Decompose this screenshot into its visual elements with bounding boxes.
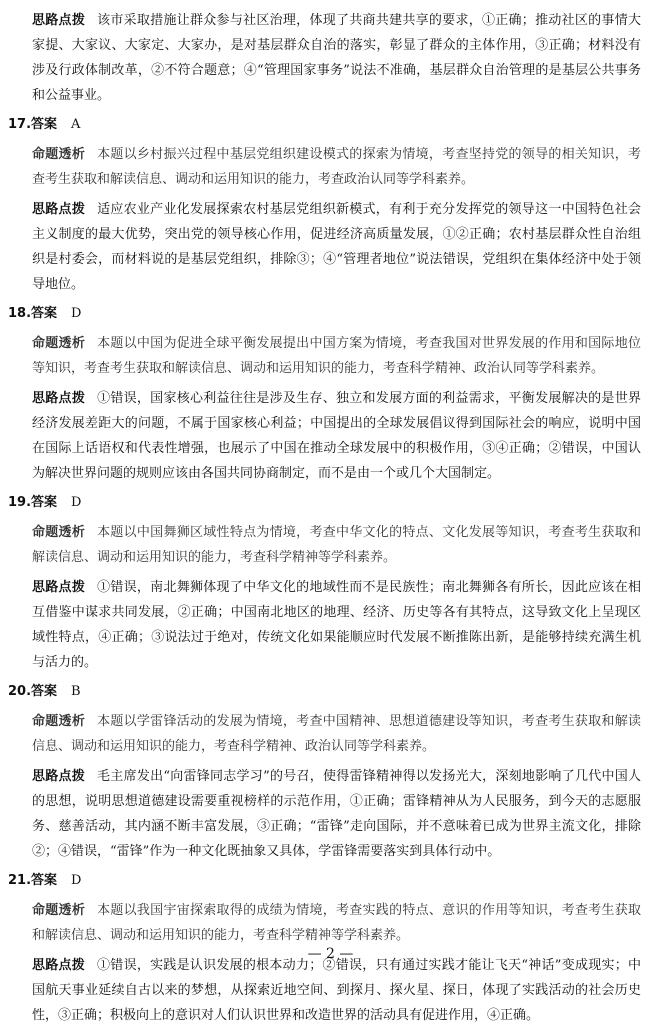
intent-text: 本题以我国宇宙探索取得的成绩为情境，考查实践的特点、意识的作用等知识，考查考生获取和解读信息、调动和运用知识的能力，考查科学精神等学科素养。 [32, 903, 641, 943]
analysis-text: ①错误，实践是认识发展的根本动力；②错误，只有通过实践才能让飞天“神话”变成现实；中国航天事业延续自古以来的梦想，从探索近地空间、到探月、探火星、探日，体现了实践活动的社会历史性，③正确；积极向上的意识对人们认识世界和改造世界的活动具有促进作用，④正确。 [32, 958, 641, 1023]
answer-label: 答案 [31, 117, 58, 132]
q16-analysis [32, 8, 641, 108]
analysis-label: 思路点拨 [32, 958, 86, 973]
analysis-text: 毛主席发出“向雷锋同志学习”的号召，使得雷锋精神得以发扬光大，深刻地影响了几代中国人的思想，说明思想道德建设需要重视榜样的示范作用，①正确；雷锋精神从为人民服务，到今天的志愿服务、慈善活动，其内涵不断丰富发展，③正确；“雷锋”走向国际，并不意味着已成为世界主流文化，排除②；④错误，“雷锋”作为一种文化既抽象又具体，学雷锋需要落实到具体行动中。 [32, 769, 641, 859]
answer-label: 答案 [31, 873, 58, 888]
answer-option: A [71, 117, 81, 132]
intent-label: 命题透析 [32, 714, 86, 729]
q20-analysis-block [32, 764, 641, 864]
q19-analysis [32, 575, 641, 675]
q21-intent [32, 898, 641, 948]
q18-analysis-block [32, 386, 641, 486]
answer-label: 答案 [31, 684, 58, 699]
question-number: 17. [8, 117, 32, 132]
question-number: 19. [8, 495, 32, 510]
q20-answer-line [8, 680, 641, 704]
q20-intent [32, 709, 641, 759]
intent-text: 本题以学雷锋活动的发展为情境，考查中国精神、思想道德建设等知识，考查考生获取和解读信息、调动和运用知识的能力，考查科学精神、政治认同等学科素养。 [32, 714, 641, 754]
q20-intent-block [32, 709, 641, 759]
analysis-text: ①错误，国家核心利益往往是涉及生存、独立和发展方面的利益需求，平衡发展解决的是世界经济发展差距大的问题，不属于国家核心利益；中国提出的全球发展倡议得到国际社会的响应，说明中国在国际上话语权和代表性增强，也展示了中国在推动全球发展中的积极作用，③④正确；②错误，中国认为解决世界问题的规则应该由各国共同协商制定，而不是由一个或几个大国制定。 [32, 391, 641, 481]
answer-label: 答案 [31, 306, 58, 321]
analysis-label: 思路点拨 [32, 580, 86, 595]
analysis-text: ①错误，南北舞狮体现了中华文化的地域性而不是民族性；南北舞狮各有所长，因此应该在相互借鉴中谋求共同发展，②正确；中国南北地区的地理、经济、历史等各有其特点，这导致文化上呈现区域性特点，④正确；③说法过于绝对，传统文化如果能顺应时代发展不断推陈出新，是能够持续充满生机与活力的。 [32, 580, 641, 670]
intent-label: 命题透析 [32, 903, 86, 918]
q18-analysis [32, 386, 641, 486]
answer-option: D [71, 495, 82, 510]
intent-text: 本题以中国为促进全球平衡发展提出中国方案为情境，考查我国对世界发展的作用和国际地位等知识，考查考生获取和解读信息、调动和运用知识的能力，考查科学精神、政治认同等学科素养。 [32, 336, 641, 376]
answer-option: D [71, 306, 82, 321]
page-number: — 2 — [307, 946, 354, 962]
q18-answer-line [8, 302, 641, 326]
q19-analysis-block [32, 575, 641, 675]
question-number: 21. [8, 873, 32, 888]
q21-answer-line [8, 869, 641, 893]
intent-label: 命题透析 [32, 336, 86, 351]
q17-answer-line [8, 113, 641, 137]
intent-label: 命题透析 [32, 525, 86, 540]
analysis-text: 适应农业产业化发展探索农村基层党组织新模式，有利于充分发挥党的领导这一中国特色社会主义制度的最大优势，突出党的领导核心作用，促进经济高质量发展，①②正确；农村基层群众性自治组织是村委会，而材料说的是基层党组织，排除③；④“管理者地位”说法错误，党组织在集体经济中处于领导地位。 [32, 202, 641, 292]
question-number: 18. [8, 306, 32, 321]
analysis-label: 思路点拨 [32, 769, 86, 784]
answer-option: B [71, 684, 81, 699]
q18-intent-block [32, 331, 641, 381]
intent-text: 本题以乡村振兴过程中基层党组织建设模式的探索为情境，考查坚持党的领导的相关知识，考查考生获取和解读信息、调动和运用知识的能力，考查政治认同等学科素养。 [32, 147, 641, 187]
analysis-label: 思路点拨 [32, 391, 86, 406]
answer-option: D [71, 873, 82, 888]
q21-intent-block [32, 898, 641, 948]
q17-analysis-block [32, 197, 641, 297]
answer-label: 答案 [31, 495, 58, 510]
intent-label: 命题透析 [32, 147, 86, 162]
q20-analysis [32, 764, 641, 864]
q21-analysis-block [32, 953, 641, 1028]
analysis-label: 思路点拨 [32, 13, 86, 28]
q16-analysis-block [32, 8, 641, 108]
q21-analysis [32, 953, 641, 1028]
analysis-label: 思路点拨 [32, 202, 86, 217]
q17-analysis [32, 197, 641, 297]
q17-intent [32, 142, 641, 192]
intent-text: 本题以中国舞狮区域性特点为情境，考查中华文化的特点、文化发展等知识，考查考生获取和解读信息、调动和运用知识的能力，考查科学精神等学科素养。 [32, 525, 641, 565]
analysis-text: 该市采取措施让群众参与社区治理，体现了共商共建共享的要求，①正确；推动社区的事情大家提、大家议、大家定、大家办，是对基层群众自治的落实，彰显了群众的主体作用，③正确；材料没有涉及行政体制改革，②不符合题意；④“管理国家事务”说法不准确，基层群众自治管理的是基层公共事务和公益事业。 [32, 13, 641, 103]
q19-intent-block [32, 520, 641, 570]
q18-intent [32, 331, 641, 381]
q17-intent-block [32, 142, 641, 192]
q19-intent [32, 520, 641, 570]
q19-answer-line [8, 491, 641, 515]
question-number: 20. [8, 684, 32, 699]
